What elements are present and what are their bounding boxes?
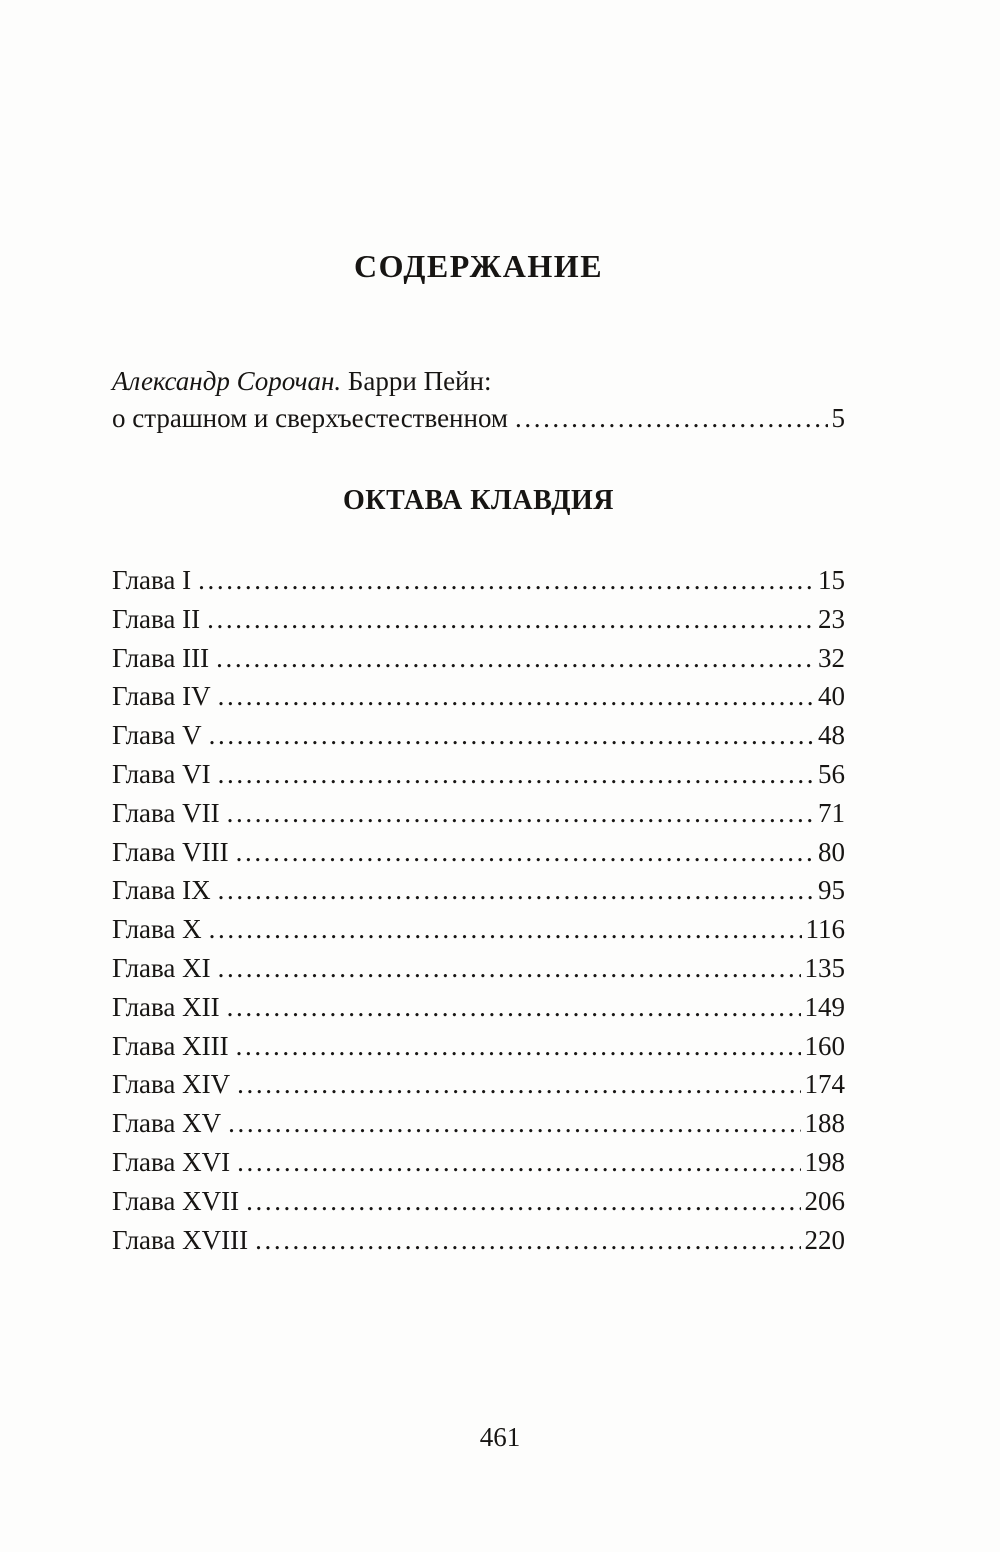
toc-row bbox=[112, 1104, 845, 1143]
dot-leader bbox=[218, 755, 814, 794]
chapter-label: Глава III bbox=[112, 642, 210, 673]
section-title: ОКТАВА КЛАВДИЯ bbox=[343, 485, 614, 516]
chapter-page-number: 48 bbox=[818, 720, 845, 751]
chapter-page-number: 23 bbox=[818, 603, 845, 634]
chapter-label: Глава IV bbox=[112, 681, 211, 712]
chapter-page-number: 116 bbox=[805, 914, 845, 945]
dot-leader bbox=[237, 1143, 800, 1182]
chapter-label: Глава XVIII bbox=[112, 1224, 249, 1255]
intro-line2-row bbox=[112, 400, 845, 437]
toc-row bbox=[112, 1182, 845, 1221]
toc-row bbox=[112, 1065, 845, 1104]
dot-leader bbox=[216, 639, 814, 678]
toc-row bbox=[112, 1143, 845, 1182]
dot-leader bbox=[227, 794, 814, 833]
chapter-label: Глава VII bbox=[112, 797, 220, 828]
chapter-label: Глава XIII bbox=[112, 1030, 229, 1061]
dot-leader bbox=[209, 910, 802, 949]
dot-leader bbox=[209, 716, 814, 755]
chapter-label: Глава XVII bbox=[112, 1185, 240, 1216]
chapter-label: Глава XII bbox=[112, 991, 220, 1022]
chapter-page-number: 160 bbox=[804, 1030, 845, 1061]
toc-row bbox=[112, 600, 845, 639]
chapter-page-number: 15 bbox=[818, 565, 845, 595]
contents-title: СОДЕРЖАНИЕ bbox=[353, 248, 604, 284]
dot-leader bbox=[255, 1221, 800, 1260]
toc-row bbox=[112, 1221, 845, 1260]
chapter-page-number: 95 bbox=[818, 875, 845, 906]
intro-line2: о страшном и сверхъестественном bbox=[112, 403, 509, 433]
chapter-page-number: 188 bbox=[804, 1108, 845, 1139]
chapter-label: Глава V bbox=[112, 720, 202, 751]
chapter-label: Глава IX bbox=[112, 875, 211, 906]
content-column bbox=[112, 0, 845, 1259]
chapter-label: Глава XV bbox=[112, 1108, 222, 1139]
toc-row bbox=[112, 794, 845, 833]
chapter-label: Глава II bbox=[112, 603, 201, 634]
dot-leader bbox=[218, 677, 814, 716]
dot-leader bbox=[198, 561, 814, 600]
chapter-page-number: 135 bbox=[804, 952, 845, 983]
dot-leader bbox=[218, 871, 814, 910]
dot-leader bbox=[236, 1027, 801, 1066]
toc-row bbox=[112, 949, 845, 988]
chapter-page-number: 40 bbox=[818, 681, 845, 712]
toc-row bbox=[112, 755, 845, 794]
toc-row bbox=[112, 833, 845, 872]
toc-row bbox=[112, 716, 845, 755]
dot-leader bbox=[228, 1104, 800, 1143]
chapter-page-number: 220 bbox=[804, 1224, 845, 1255]
chapter-label: Глава I bbox=[112, 565, 192, 595]
chapter-label: Глава VIII bbox=[112, 836, 229, 867]
dot-leader bbox=[207, 600, 814, 639]
chapter-page-number: 32 bbox=[818, 642, 845, 673]
dot-leader bbox=[515, 400, 827, 437]
toc-row bbox=[112, 677, 845, 716]
toc-row bbox=[112, 639, 845, 678]
chapter-label: Глава XVI bbox=[112, 1146, 231, 1177]
folio-page-number: 461 bbox=[479, 1422, 521, 1452]
intro-line1 bbox=[112, 363, 845, 400]
dot-leader bbox=[246, 1182, 800, 1221]
chapter-page-number: 80 bbox=[818, 836, 845, 867]
chapter-label: Глава XI bbox=[112, 952, 211, 983]
chapter-page-number: 174 bbox=[804, 1069, 845, 1100]
toc-row bbox=[112, 871, 845, 910]
dot-leader bbox=[236, 833, 814, 872]
chapter-page-number: 149 bbox=[804, 991, 845, 1022]
dot-leader bbox=[218, 949, 801, 988]
intro-page-number: 5 bbox=[831, 403, 845, 433]
chapter-page-number: 56 bbox=[818, 758, 845, 789]
toc-row bbox=[112, 910, 845, 949]
toc-row bbox=[112, 988, 845, 1027]
chapter-label: Глава VI bbox=[112, 758, 211, 789]
dot-leader bbox=[227, 988, 801, 1027]
intro-title: Барри Пейн: bbox=[347, 366, 492, 396]
chapter-label: Глава X bbox=[112, 914, 202, 945]
chapter-page-number: 198 bbox=[804, 1146, 845, 1177]
intro-entry bbox=[112, 363, 845, 437]
intro-author: Александр Сорочан. bbox=[112, 366, 342, 396]
chapter-list bbox=[112, 561, 845, 1259]
toc-row bbox=[112, 1027, 845, 1066]
chapter-page-number: 71 bbox=[818, 797, 845, 828]
chapter-page-number: 206 bbox=[804, 1185, 845, 1216]
chapter-label: Глава XIV bbox=[112, 1069, 231, 1100]
dot-leader bbox=[237, 1065, 800, 1104]
toc-row bbox=[112, 561, 845, 600]
